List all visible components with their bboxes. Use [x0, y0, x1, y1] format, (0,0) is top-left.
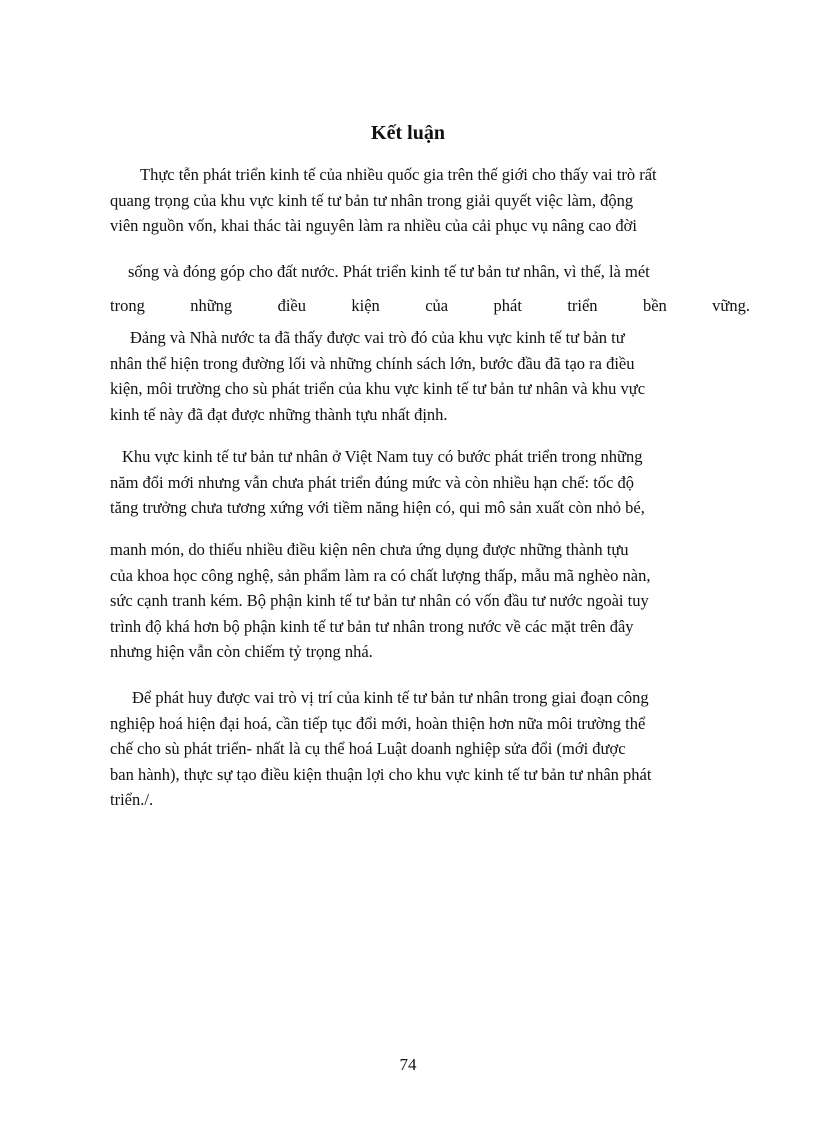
text-line: Đảng và Nhà nước ta đã thấy được vai trò đó của khu vực kinh tế tư bản tư — [130, 328, 625, 347]
text-line: triển./. — [110, 790, 154, 809]
word: kiện — [351, 295, 380, 315]
word: phát — [493, 295, 522, 315]
text-line: quang trọng của khu vực kinh tế tư bản tư nhân trong giải quyết việc làm, động — [110, 190, 634, 210]
paragraph-3 — [110, 444, 750, 521]
text-line: nghiệp hoá hiện đại hoá, cần tiếp tục đổi mới, hoàn thiện hơn nữa môi trường thể — [110, 713, 646, 733]
spread-text-line — [110, 293, 750, 319]
word: vững. — [712, 295, 750, 315]
word: của — [425, 295, 449, 315]
paragraph-2 — [110, 325, 750, 427]
text-line: trình độ khá hơn bộ phận kinh tế tư bản tư nhân trong nước về các mặt trên đây — [110, 616, 634, 636]
paragraph-1 — [110, 162, 750, 239]
paragraph-3-continued — [110, 537, 750, 665]
text-line: sống và đóng góp cho đất nước. Phát triển kinh tế tư bản tư nhân, vì thế, là mét — [128, 262, 650, 281]
text-line: kinh tế này đã đạt được những thành tựu nhất định. — [110, 404, 448, 424]
text-line: manh món, do thiếu nhiều điều kiện nên chưa ứng dụng được những thành tựu — [110, 540, 629, 559]
word: những — [190, 295, 233, 315]
page-number: 74 — [399, 1055, 417, 1074]
page-title: Kết luận — [371, 122, 445, 144]
text-line: tăng trưởng chưa tương xứng với tiềm năng hiện có, qui mô sản xuất còn nhỏ bé, — [110, 498, 645, 517]
text-line: ban hành), thực sự tạo điều kiện thuận lợi cho khu vực kinh tế tư bản tư nhân phát — [110, 764, 652, 784]
word: triển — [567, 295, 598, 315]
text-line: sức cạnh tranh kém. Bộ phận kinh tế tư bản tư nhân có vốn đầu tư nước ngoài tuy — [110, 591, 649, 610]
text-line: năm đổi mới nhưng vẫn chưa phát triển đúng mức và còn nhiều hạn chế: tốc độ — [110, 472, 635, 492]
text-line: viên nguồn vốn, khai thác tài nguyên làm ra nhiều của cải phục vụ nâng cao đời — [110, 216, 637, 235]
text-line: Để phát huy được vai trò vị trí của kinh tế tư bản tư nhân trong giai đoạn công — [132, 688, 649, 707]
text-line: của khoa học công nghệ, sản phẩm làm ra có chất lượng thấp, mẫu mã nghèo nàn, — [110, 565, 651, 585]
text-line: nhưng hiện vẫn còn chiếm tỷ trọng nhá. — [110, 642, 373, 661]
paragraph-4 — [110, 685, 750, 813]
word: điều — [277, 295, 306, 315]
text-line: kiện, môi trường cho sù phát triển của khu vực kinh tế tư bản tư nhân và khu vực — [110, 379, 646, 398]
text-line: Thực tễn phát triển kinh tế của nhiều quốc gia trên thế giới cho thấy vai trò rất — [140, 165, 657, 184]
word: trong — [110, 295, 145, 315]
text-line: chế cho sù phát triển- nhất là cụ thể hoá Luật doanh nghiệp sửa đổi (mới được — [110, 739, 626, 758]
text-line: Khu vực kinh tế tư bản tư nhân ở Việt Nam tuy có bước phát triển trong những — [122, 447, 643, 466]
word: bền — [642, 295, 667, 315]
paragraph-1-continued — [110, 259, 750, 318]
text-line: nhân thể hiện trong đường lối và những chính sách lớn, bước đầu đã tạo ra điều — [110, 353, 635, 373]
